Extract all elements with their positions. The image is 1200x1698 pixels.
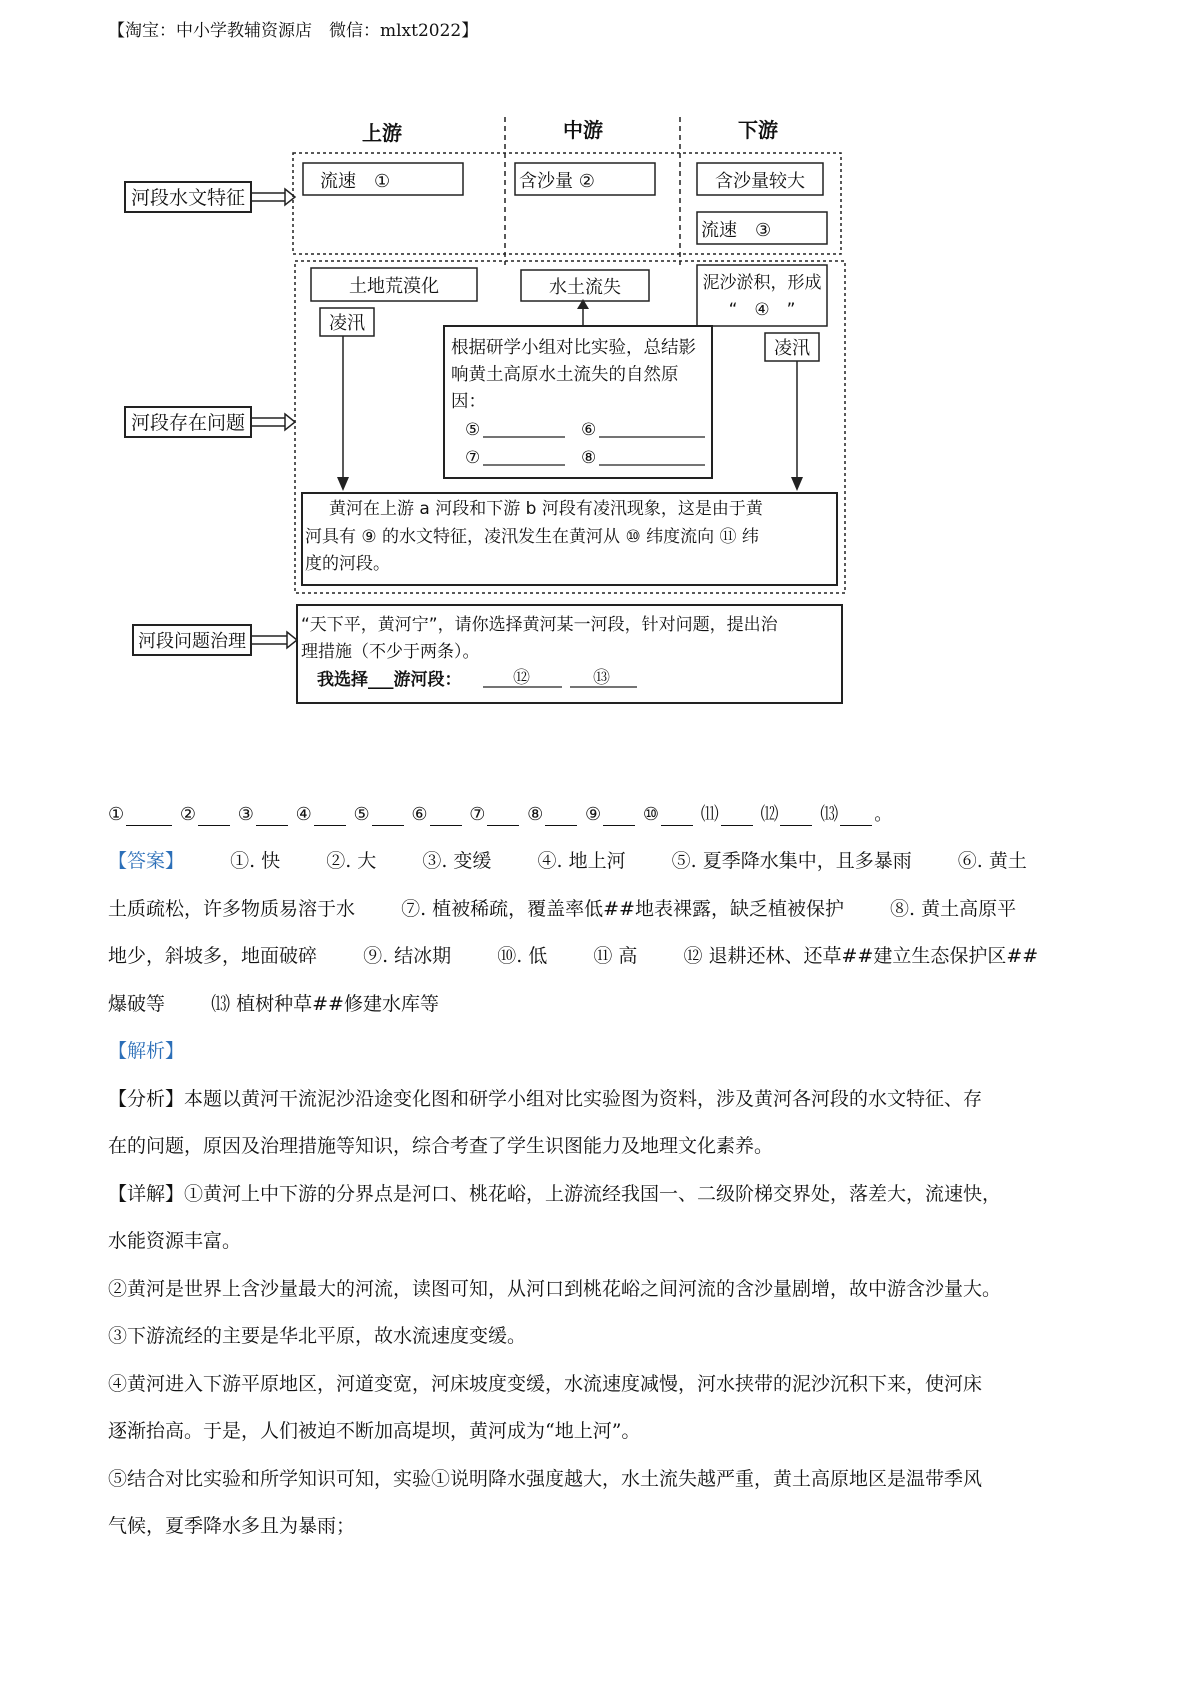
blank-label-8: ⑧ bbox=[527, 804, 544, 825]
blank-field[interactable] bbox=[780, 807, 812, 826]
hydro-lower-1: 含沙量较大 bbox=[715, 171, 805, 192]
col-lower: 下游 bbox=[738, 118, 778, 142]
blank-label-12: ⑿ bbox=[760, 804, 779, 825]
blanks-end: 。 bbox=[874, 804, 893, 825]
ice-lower: 凌汛 bbox=[774, 338, 810, 359]
blank-field[interactable] bbox=[487, 807, 519, 826]
paragraph: 逐渐抬高。于是，人们被迫不断加高堤坝，黄河成为“地上河”。 bbox=[108, 1420, 641, 1442]
exp-blank-5: ⑤ bbox=[465, 420, 481, 440]
paragraph: 气候，夏季降水多且为暴雨； bbox=[108, 1515, 356, 1537]
answer-line-3 bbox=[108, 933, 1098, 981]
blank-label-10: ⑩ bbox=[642, 804, 660, 825]
blank-label-11: ⑾ bbox=[700, 804, 719, 825]
answer-item: ③. 变缓 bbox=[422, 850, 492, 872]
answer-item: ⑩. 低 bbox=[497, 945, 548, 967]
blank-field[interactable] bbox=[198, 807, 230, 826]
govern-line-2: 理措施（不少于两条）。 bbox=[301, 642, 480, 662]
ice-upper: 凌汛 bbox=[329, 313, 365, 334]
paragraph: ⑤结合对比实验和所学知识可知，实验①说明降水强度越大，水土流失越严重，黄土高原地区是温带季风 bbox=[108, 1467, 983, 1490]
answer-item: ⑪ 高 bbox=[593, 945, 638, 967]
blank-label-6: ⑥ bbox=[411, 804, 428, 825]
exp-line-3: 因： bbox=[451, 392, 486, 412]
paragraph: 在的问题，原因及治理措施等知识，综合考查了学生识图能力及地理文化素养。 bbox=[108, 1135, 774, 1157]
blank-label-3: ③ bbox=[237, 804, 254, 825]
hydro-middle: 含沙量 ② bbox=[519, 171, 595, 192]
govern-line-1: “天下平，黄河宁”，请你选择黄河某一河段，针对问题，提出治 bbox=[301, 615, 778, 635]
answer-item: ④. 地上河 bbox=[537, 850, 626, 872]
exp-line-1: 根据研学小组对比实验，总结影 bbox=[451, 338, 696, 358]
blank-field[interactable] bbox=[603, 807, 635, 826]
blank-field[interactable] bbox=[840, 807, 872, 826]
blank-field[interactable] bbox=[430, 807, 462, 826]
answer-line-1 bbox=[108, 838, 1098, 886]
blank-field[interactable] bbox=[661, 807, 693, 826]
ice-text-2: 河具有 ⑨ 的水文特征，凌汛发生在黄河从 ⑩ 纬度流向 ⑪ 纬 bbox=[305, 527, 759, 547]
govern-blank-13: ⑬ bbox=[593, 668, 610, 688]
analysis-heading bbox=[108, 1028, 1098, 1076]
prob-middle: 水土流失 bbox=[549, 277, 621, 298]
answer-item: ①. 快 bbox=[230, 850, 281, 872]
answer-item: ⑥. 黄土 bbox=[957, 850, 1027, 872]
paragraph: ③下游流经的主要是华北平原，故水流速度变缓。 bbox=[108, 1325, 527, 1347]
answer-item: ⑨. 结冰期 bbox=[363, 945, 452, 967]
blank-field[interactable] bbox=[314, 807, 346, 826]
paragraph: 水能资源丰富。 bbox=[108, 1230, 242, 1252]
blank-label-9: ⑨ bbox=[585, 804, 602, 825]
blank-label-2: ② bbox=[179, 804, 197, 825]
paragraph: ④黄河进入下游平原地区，河道变宽，河床坡度变缓，水流速度减慢，河水挟带的泥沙沉积下来，使河床 bbox=[108, 1372, 983, 1395]
paragraph: ②黄河是世界上含沙量最大的河流，读图可知，从河口到桃花峪之间河流的含沙量剧增，故中游含沙量大。 bbox=[108, 1277, 1002, 1300]
paragraph: 【详解】①黄河上中下游的分界点是河口、桃花峪，上游流经我国一、二级阶梯交界处，落差大，流速快， bbox=[108, 1182, 1002, 1205]
col-upper: 上游 bbox=[362, 121, 402, 145]
answer-blanks-line bbox=[108, 800, 892, 826]
ice-text-1: 黄河在上游 a 河段和下游 b 河段有凌汛现象，这是由于黄 bbox=[329, 499, 763, 519]
answer-item: ⑧. 黄土高原平 bbox=[890, 897, 1017, 920]
exp-blank-7: ⑦ bbox=[465, 448, 481, 468]
blank-field[interactable] bbox=[545, 807, 577, 826]
answer-text: 土质疏松，许多物质易溶于水 bbox=[108, 897, 356, 920]
row-govern-label: 河段问题治理 bbox=[138, 631, 246, 652]
exp-blank-6: ⑥ bbox=[581, 420, 597, 440]
analysis-tag: 【解析】 bbox=[108, 1040, 185, 1062]
hydro-upper: 流速 ① bbox=[320, 171, 391, 192]
hydro-lower-2: 流速 ③ bbox=[701, 220, 772, 241]
prob-lower-1: 泥沙淤积，形成 bbox=[702, 273, 822, 293]
blank-field[interactable] bbox=[721, 807, 753, 826]
col-middle: 中游 bbox=[563, 118, 603, 142]
ice-text-3: 度的河段。 bbox=[305, 554, 390, 574]
blank-label-13: ⒀ bbox=[820, 804, 839, 825]
exp-line-2: 响黄土高原水土流失的自然原 bbox=[451, 365, 679, 385]
answer-text: 地少，斜坡多，地面破碎 bbox=[108, 945, 318, 967]
row-hydro-label: 河段水文特征 bbox=[130, 187, 246, 209]
answer-item: ⑦. 植被稀疏，覆盖率低##地表裸露，缺乏植被保护 bbox=[401, 897, 844, 920]
prob-lower-2: “ ④ ” bbox=[728, 300, 796, 320]
blank-label-5: ⑤ bbox=[353, 804, 370, 825]
exp-blank-8: ⑧ bbox=[581, 448, 597, 468]
answer-item: ⑤. 夏季降水集中，且多暴雨 bbox=[671, 850, 912, 872]
govern-line-3: 我选择___游河段： bbox=[317, 670, 462, 690]
paragraph: 【分析】本题以黄河干流泥沙沿途变化图和研学小组对比实验图为资料，涉及黄河各河段的水文特征、存 bbox=[108, 1087, 983, 1110]
blank-label-7: ⑦ bbox=[469, 804, 486, 825]
answer-content bbox=[108, 838, 1098, 1551]
blank-label-4: ④ bbox=[295, 804, 312, 825]
blank-field[interactable] bbox=[126, 807, 172, 826]
answer-line-2 bbox=[108, 886, 1098, 934]
answer-line-4 bbox=[108, 981, 1098, 1029]
blank-field[interactable] bbox=[372, 807, 404, 826]
answer-item: ⒀ 植树种草##修建水库等 bbox=[211, 992, 439, 1015]
page-header: 【淘宝：中小学教辅资源店 微信：mlxt2022】 bbox=[108, 21, 479, 41]
yellow-river-diagram bbox=[115, 95, 945, 775]
blank-field[interactable] bbox=[256, 807, 288, 826]
blank-label-1: ① bbox=[108, 804, 125, 825]
answer-tag: 【答案】 bbox=[108, 850, 185, 872]
answer-text: 爆破等 bbox=[108, 992, 166, 1015]
prob-upper: 土地荒漠化 bbox=[349, 276, 439, 297]
row-problem-label: 河段存在问题 bbox=[130, 412, 246, 434]
answer-item: ②. 大 bbox=[326, 850, 377, 872]
govern-blank-12: ⑫ bbox=[513, 668, 530, 688]
answer-item: ⑫ 退耕还林、还草##建立生态保护区## bbox=[683, 945, 1039, 967]
